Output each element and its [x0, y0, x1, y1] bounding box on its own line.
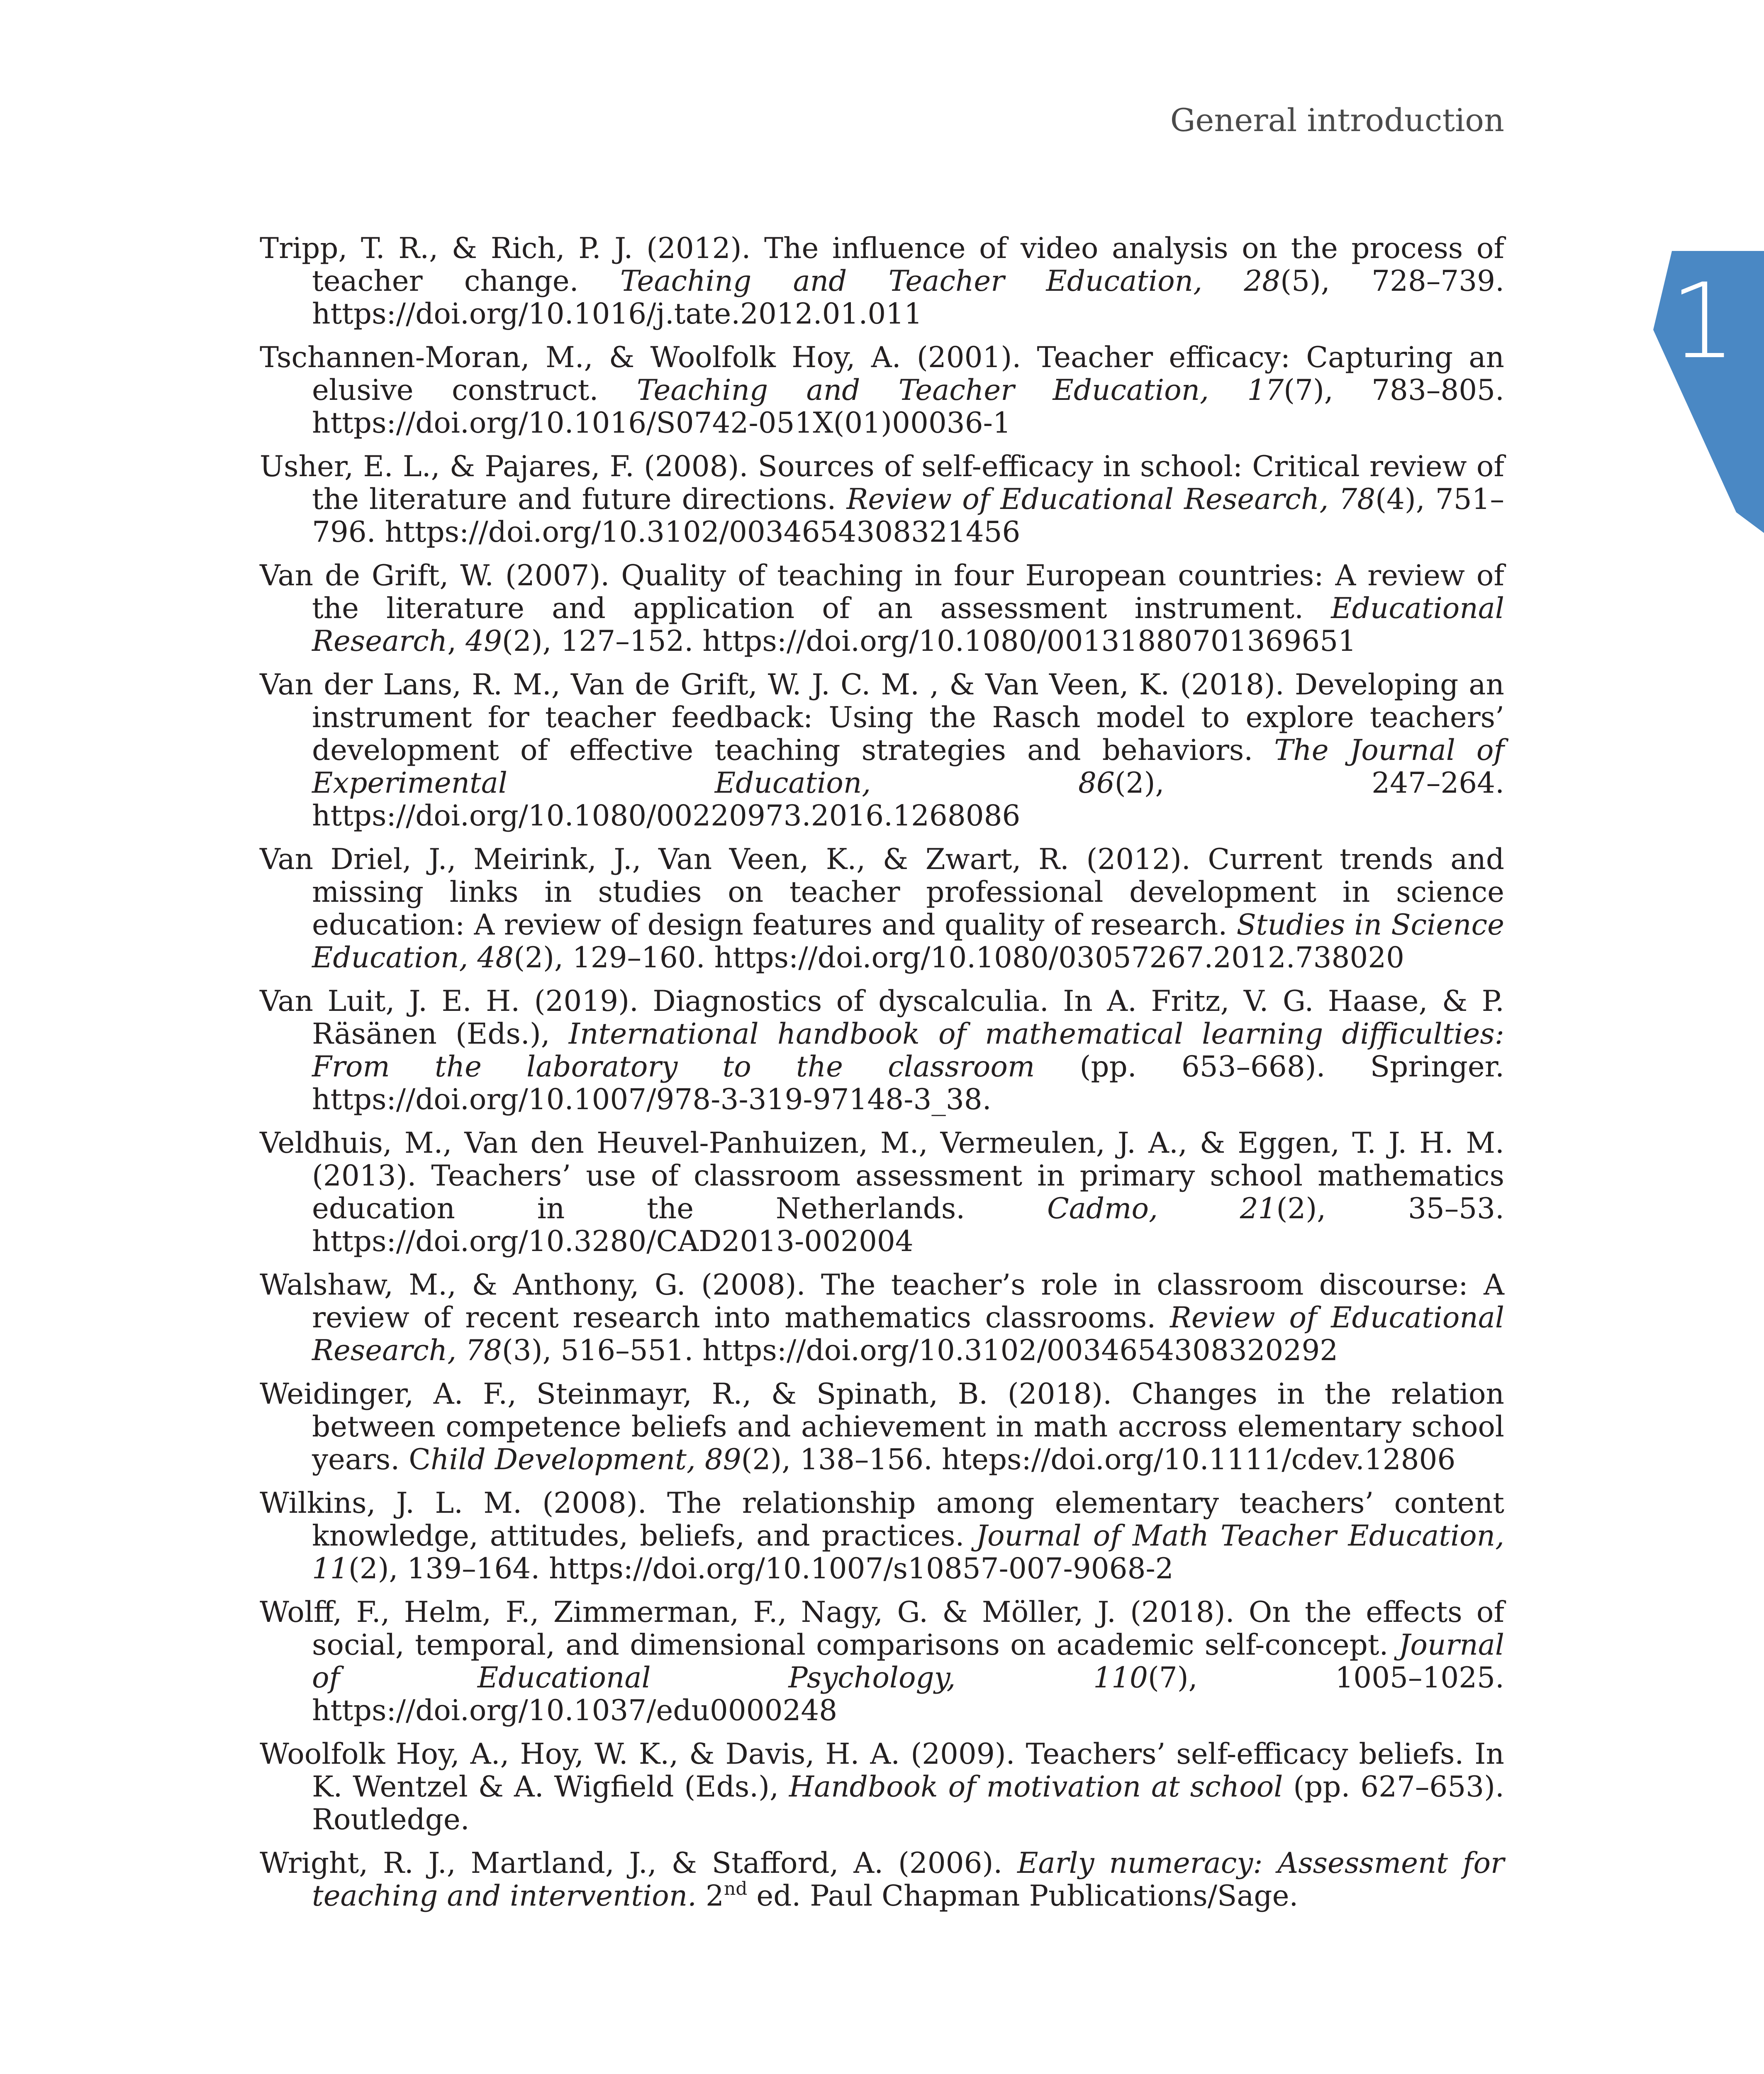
reference-text: , — [447, 625, 466, 658]
reference-text: Usher, E. L., & Pajares, F. (2008). Sources of self-efficacy in school: Critical review of the literature and future directions. — [260, 450, 1504, 516]
reference-italic-text: International handbook of mathematical learning difficulties: From the laboratory to the classroom — [312, 1018, 1504, 1083]
reference-text: Van Driel, J., Meirink, J., Van Veen, K., & Zwart, R. (2012). Current trends and missing links in studies on teacher professional development in science education: A review of design features and quality of research. — [260, 843, 1504, 942]
chapter-tab — [1641, 251, 1764, 533]
reference-text: Van der Lans, R. M., Van de Grift, W. J. C. M. , & Van Veen, K. (2018). Developing an instrument for teacher feedback: Using the Rasch model to explore teachers’ development of effective teaching strategies and behaviors. — [260, 668, 1504, 767]
reference-text: (5), 728–739. https://doi.org/10.1016/j.tate.2012.01.011 — [312, 265, 1505, 331]
reference-text: (2), 35–53. https://doi.org/10.3280/CAD2013-002004 — [312, 1192, 1504, 1258]
reference-text: (3), 516–551. https://doi.org/10.3102/0034654308320292 — [502, 1334, 1338, 1367]
reference-text: (4), 751–796. https://doi.org/10.3102/0034654308321456 — [312, 483, 1504, 549]
reference-text: Tschannen-Moran, M., & Woolfolk Hoy, A. (2001). Teacher efficacy: Capturing an elusive construct. — [260, 341, 1504, 407]
reference-text: (2), 138–156. hteps://doi.org/10.1111/cdev.12806 — [741, 1443, 1456, 1476]
reference-italic-text: Handbook of motivation at school — [789, 1770, 1283, 1804]
reference-text: Van de Grift, W. (2007). Quality of teaching in four European countries: A review of the literature and application of an assessment instrument. — [260, 559, 1504, 625]
reference-text: (2), 247–264. https://doi.org/10.1080/00220973.2016.1268086 — [312, 767, 1505, 833]
reference-list — [260, 232, 1504, 1923]
reference-text: (2), 129–160. https://doi.org/10.1080/03057267.2012.738020 — [514, 941, 1405, 974]
reference-text: Tripp, T. R., & Rich, P. J. (2012). The influence of video analysis on the process of teacher change. — [260, 232, 1504, 298]
reference-entry — [260, 669, 1504, 833]
reference-text: Walshaw, M., & Anthony, G. (2008). The teacher’s role in classroom discourse: A review of recent research into mathematics classrooms. — [260, 1268, 1504, 1334]
reference-italic-text: Review of Educational Research, 78 — [846, 483, 1376, 516]
reference-entry — [260, 232, 1504, 331]
reference-italic-text: Journal of Educational Psychology, 110 — [312, 1629, 1504, 1694]
reference-italic-text: Review of Educational Research, 78 — [312, 1301, 1505, 1367]
reference-entry — [260, 1127, 1504, 1258]
reference-text: (7), 1005–1025. https://doi.org/10.1037/edu0000248 — [312, 1661, 1504, 1727]
reference-entry — [260, 1378, 1504, 1476]
reference-text: (pp. 627–653). Routledge. — [312, 1770, 1504, 1836]
reference-italic-text: Cadmo, 21 — [1047, 1192, 1277, 1225]
chapter-number: 1 — [1670, 261, 1736, 382]
reference-italic-text: Early numeracy: Assessment for teaching and intervention. — [312, 1847, 1504, 1913]
reference-entry — [260, 985, 1504, 1116]
reference-entry — [260, 560, 1504, 658]
reference-entry — [260, 1487, 1504, 1585]
reference-superscript: nd — [724, 1878, 748, 1899]
reference-text: (7), 783–805. https://doi.org/10.1016/S0742-051X(01)00036-1 — [312, 374, 1504, 440]
reference-text: 2 — [697, 1879, 724, 1913]
reference-italic-text: The Journal of Experimental Education, 86 — [312, 734, 1504, 800]
reference-entry — [260, 1596, 1504, 1727]
reference-entry — [260, 1847, 1504, 1913]
reference-italic-text: Teaching and Teacher Education, 17 — [636, 374, 1284, 407]
reference-text: Woolfolk Hoy, A., Hoy, W. K., & Davis, H. A. (2009). Teachers’ self-efficacy beliefs. In K. Wentzel & A. Wigfield (Eds.), — [260, 1738, 1504, 1804]
reference-text: Wilkins, J. L. M. (2008). The relationship among elementary teachers’ content knowledge, attitudes, beliefs, and practices. — [260, 1487, 1504, 1553]
reference-italic-text: Educational Research — [312, 592, 1504, 658]
reference-entry — [260, 843, 1504, 974]
reference-italic-text: Studies in Science Education, 48 — [312, 908, 1504, 974]
reference-text: ed. Paul Chapman Publications/Sage. — [747, 1879, 1299, 1913]
running-header: General introduction — [1170, 102, 1504, 139]
reference-italic-text: 49 — [465, 625, 502, 658]
reference-entry — [260, 341, 1504, 440]
reference-text: (2), 139–164. https://doi.org/10.1007/s10857-007-9068-2 — [348, 1552, 1174, 1585]
reference-entry — [260, 450, 1504, 549]
reference-text: Wright, R. J., Martland, J., & Stafford, A. (2006). — [260, 1847, 1018, 1880]
reference-entry — [260, 1269, 1504, 1367]
reference-entry — [260, 1738, 1504, 1836]
reference-text: Van Luit, J. E. H. (2019). Diagnostics of dyscalculia. In A. Fritz, V. G. Haase, & P. Räsänen (Eds.), — [260, 985, 1504, 1051]
reference-text: Veldhuis, M., Van den Heuvel-Panhuizen, M., Vermeulen, J. A., & Eggen, T. J. H. M. (2013). Teachers’ use of classroom assessment in primary school mathematics education in the Netherlands. — [260, 1127, 1504, 1225]
reference-text: Wolff, F., Helm, F., Zimmerman, F., Nagy, G. & Möller, J. (2018). On the effects of social, temporal, and dimensional comparisons on academic self-concept. — [260, 1596, 1504, 1662]
reference-text: (pp. 653–668). Springer. https://doi.org/10.1007/978-3-319-97148-3_38. — [312, 1050, 1505, 1116]
reference-text: Weidinger, A. F., Steinmayr, R., & Spinath, B. (2018). Changes in the relation between competence beliefs and achievement in math accross elementary school years. C — [260, 1378, 1504, 1476]
reference-text: (2), 127–152. https://doi.org/10.1080/00131880701369651 — [502, 625, 1357, 658]
reference-italic-text: hild Development, 89 — [431, 1443, 741, 1476]
reference-italic-text: Teaching and Teacher Education, 28 — [620, 265, 1281, 298]
reference-italic-text: Journal of Math Teacher Education, 11 — [312, 1519, 1504, 1585]
